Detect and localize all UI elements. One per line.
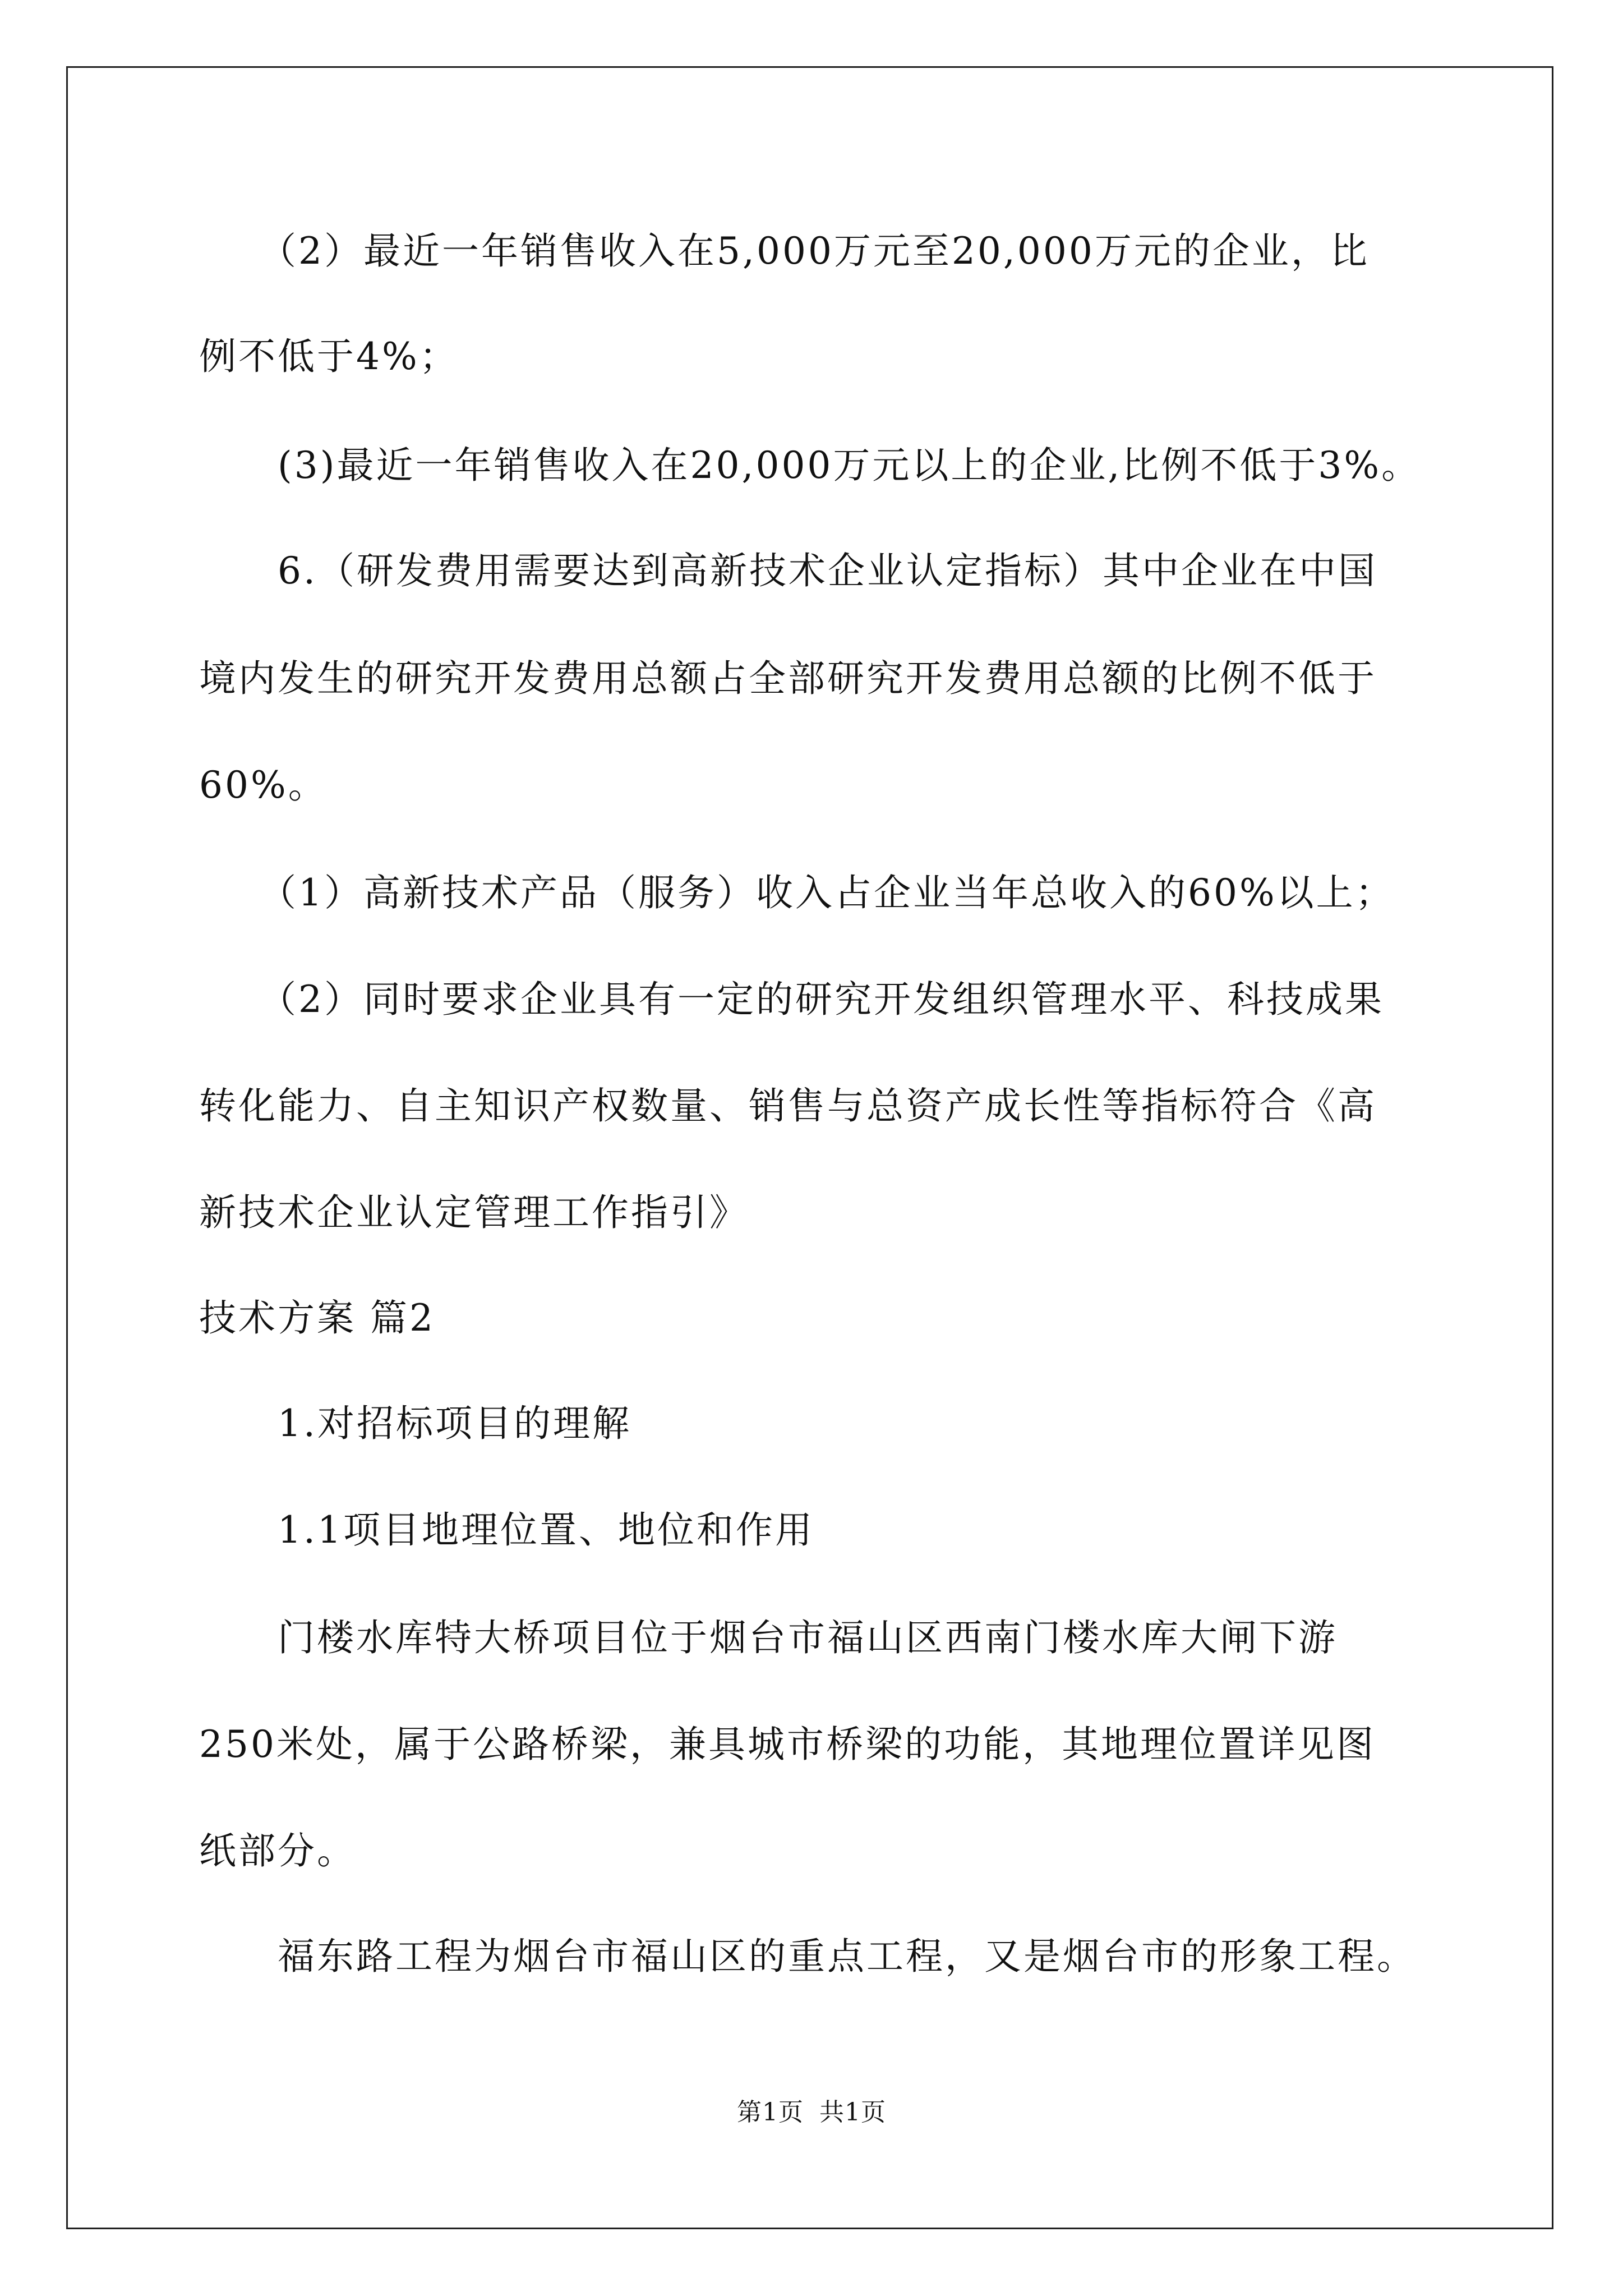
text-line: 纸部分。 xyxy=(199,1829,356,1872)
text-line: 250米处，属于公路桥梁，兼具城市桥梁的功能，其地理位置详见图 xyxy=(199,1723,1376,1766)
text-line: 福东路工程为烟台市福山区的重点工程，又是烟台市的形象工程。 xyxy=(199,1935,1416,1978)
page-border xyxy=(66,66,1553,2229)
text-line: 例不低于4%； xyxy=(199,335,459,378)
text-line: 境内发生的研究开发费用总额占全部研究开发费用总额的比例不低于 xyxy=(199,657,1377,700)
page-number: 第1页 xyxy=(737,2098,804,2127)
text-line: 60%。 xyxy=(199,763,328,807)
text-line: （1）高新技术产品（服务）收入占企业当年总收入的60%以上； xyxy=(199,871,1395,914)
section-heading: 技术方案 篇2 xyxy=(199,1296,435,1340)
page-total: 共1页 xyxy=(819,2098,886,2127)
text-line: 1.1项目地理位置、地位和作用 xyxy=(199,1508,814,1552)
text-line: （2）最近一年销售收入在5,000万元至20,000万元的企业，比 xyxy=(199,229,1370,273)
text-line: 门楼水库特大桥项目位于烟台市福山区西南门楼水库大闸下游 xyxy=(199,1616,1338,1659)
text-line: 新技术企业认定管理工作指引》 xyxy=(199,1191,749,1234)
text-line: 6.（研发费用需要达到高新技术企业认定指标）其中企业在中国 xyxy=(199,549,1377,592)
text-line: (3)最近一年销售收入在20,000万元以上的企业,比例不低于3%。 xyxy=(199,444,1421,487)
text-line: （2）同时要求企业具有一定的研究开发组织管理水平、科技成果 xyxy=(199,978,1384,1021)
page-footer xyxy=(0,2097,1623,2128)
text-line: 1.对招标项目的理解 xyxy=(199,1402,631,1445)
text-line: 转化能力、自主知识产权数量、销售与总资产成长性等指标符合《高 xyxy=(199,1084,1377,1128)
